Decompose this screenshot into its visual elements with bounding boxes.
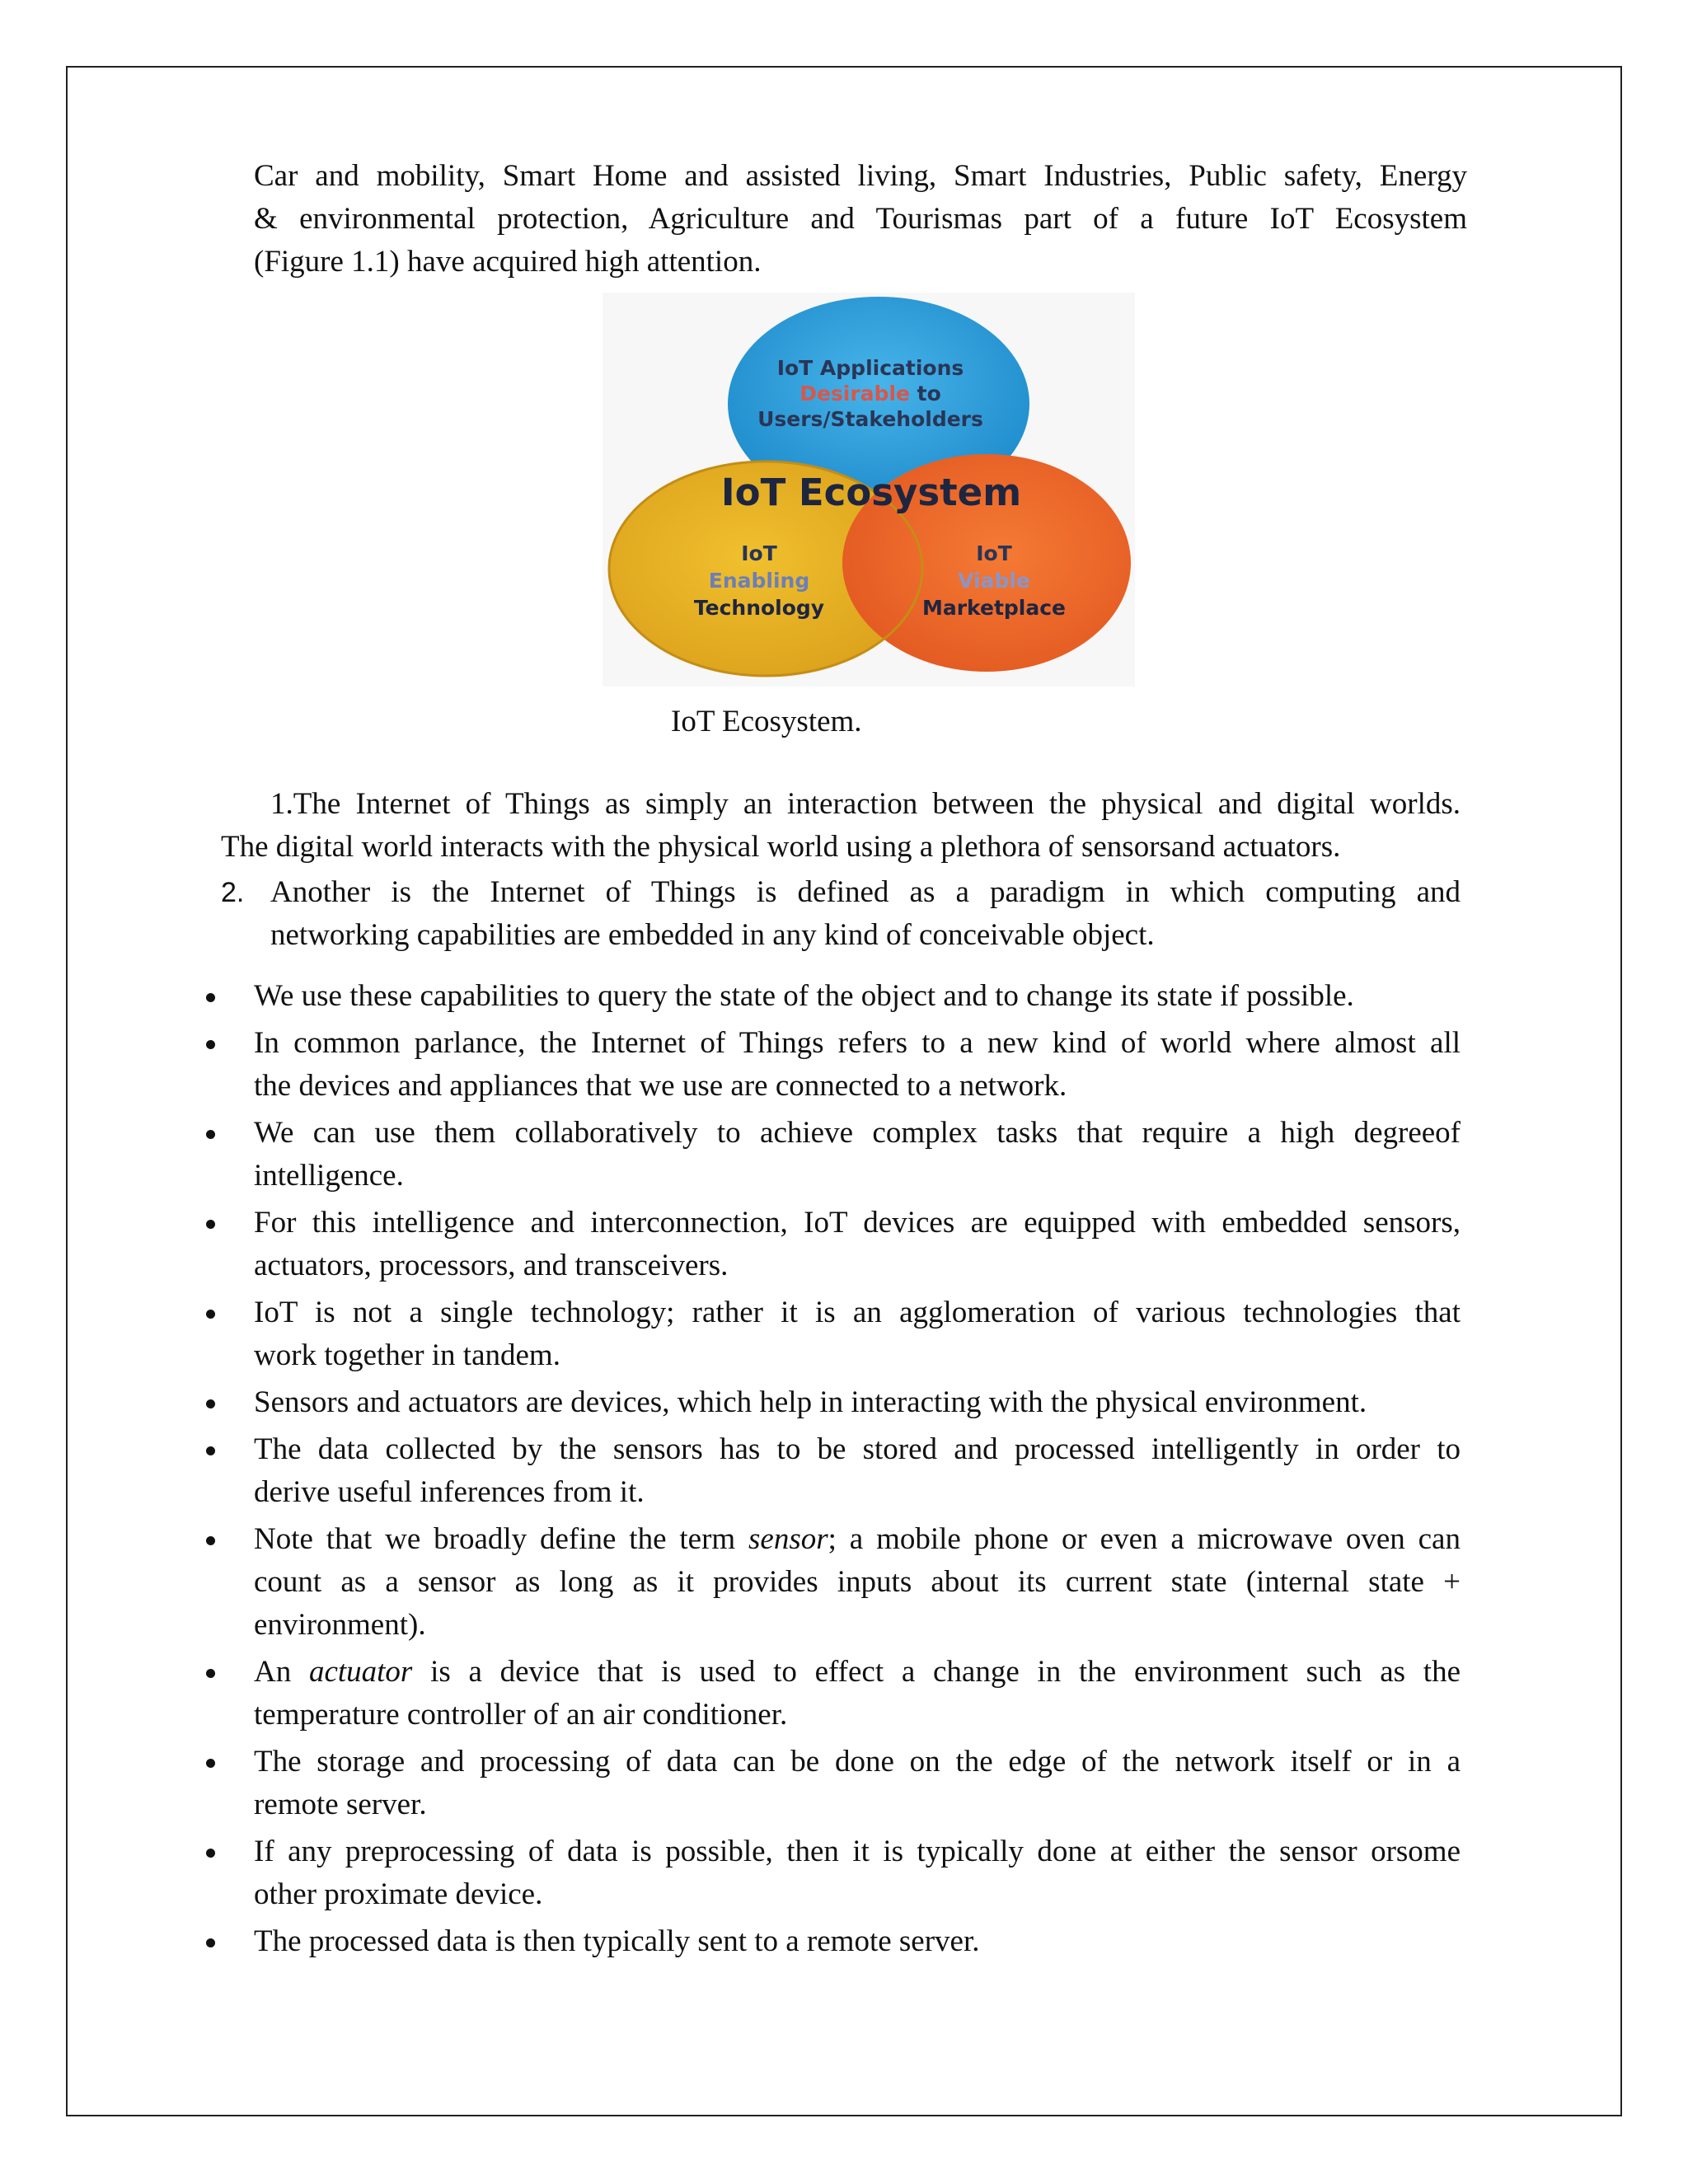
list-item	[198, 975, 1461, 1018]
top-circle-label-line3: Users/Stakeholders	[757, 407, 983, 431]
item-1-line1: 1.The Internet of Things as simply an interaction between the physical and digital worlds.	[270, 787, 1461, 821]
bullet-icon	[206, 1040, 215, 1049]
bullet-text-part: is a device that is used to effect a change in the environment such as the	[412, 1655, 1461, 1689]
list-item	[198, 1830, 1461, 1916]
list-item	[198, 1291, 1461, 1377]
bullet-text: remote server.	[254, 1788, 427, 1821]
left-circle-label-line2: Enabling	[708, 569, 810, 593]
desirable-word: Desirable	[799, 382, 910, 405]
bullet-text: count as a sensor as long as it provides inputs about its current state (internal state +	[254, 1565, 1461, 1599]
bullet-icon	[206, 1536, 215, 1545]
bullet-text: work together in tandem.	[254, 1338, 560, 1372]
bullet-text: derive useful inferences from it.	[254, 1475, 645, 1509]
bullet-text: In common parlance, the Internet of Things refers to a new kind of world where almost all	[254, 1026, 1461, 1060]
bullet-text: intelligence.	[254, 1159, 404, 1193]
top-circle-label-line2	[799, 382, 941, 405]
item-2-number: 2.	[221, 877, 245, 908]
list-item	[198, 1022, 1461, 1108]
bullet-text-part: Note that we broadly define the term	[254, 1522, 749, 1556]
intro-paragraph	[254, 155, 1467, 284]
bullet-text: We can use them collaboratively to achieve complex tasks that require a high degreeof	[254, 1116, 1461, 1150]
figure-caption: IoT Ecosystem.	[671, 705, 862, 738]
item-2-line: Another is the Internet of Things is defined as a paradigm in which computing and	[270, 875, 1461, 909]
actuator-term: actuator	[308, 1655, 413, 1689]
bullet-list	[198, 975, 1461, 1967]
bullet-text: environment).	[254, 1608, 426, 1642]
bullet-icon	[206, 1399, 215, 1408]
right-circle-label-line3: Marketplace	[921, 596, 1067, 620]
left-circle-label-line3: Technology	[693, 596, 825, 620]
list-item	[198, 1741, 1461, 1826]
right-circle-label-line1: IoT	[976, 541, 1012, 565]
bullet-icon	[206, 1759, 215, 1768]
bullet-text: temperature controller of an air conditioner.	[254, 1698, 788, 1732]
bullet-icon	[206, 993, 215, 1002]
bullet-icon	[206, 1446, 215, 1455]
top-circle-label-line1: IoT Applications	[776, 356, 964, 380]
list-item	[198, 1518, 1461, 1647]
list-item	[198, 1651, 1461, 1736]
sensor-term: sensor	[748, 1522, 828, 1556]
bullet-icon	[206, 1220, 215, 1229]
bullet-text: IoT is not a single technology; rather it is an agglomeration of various technologies that	[254, 1296, 1461, 1329]
bullet-text: actuators, processors, and transceivers.	[254, 1249, 729, 1282]
intro-line: (Figure 1.1) have acquired high attention.	[254, 245, 762, 279]
bullet-icon	[206, 1130, 215, 1139]
bullet-text: The data collected by the sensors has to be stored and processed intelligently in order to	[254, 1432, 1461, 1466]
bullet-text: Sensors and actuators are devices, which help in interacting with the physical environment.	[254, 1385, 1367, 1419]
left-circle-label-line1: IoT	[741, 541, 777, 565]
bullet-text: the devices and appliances that we use are connected to a network.	[254, 1069, 1067, 1103]
bullet-text	[254, 1651, 1461, 1694]
list-item	[198, 1112, 1461, 1197]
bullet-text: For this intelligence and interconnection, IoT devices are equipped with embedded sensors,	[254, 1206, 1461, 1240]
bullet-icon	[206, 1310, 215, 1319]
bullet-text-part: ; a mobile phone or even a microwave oven can	[828, 1522, 1461, 1556]
item-2-line: networking capabilities are embedded in any kind of conceivable object.	[270, 918, 1155, 952]
bullet-text: The storage and processing of data can be done on the edge of the network itself or in a	[254, 1745, 1461, 1779]
bullet-icon	[206, 1938, 215, 1947]
ecosystem-title: IoT Ecosystem	[720, 471, 1022, 514]
bullet-text: The processed data is then typically sent to a remote server.	[254, 1924, 980, 1958]
item-2-paragraph	[270, 871, 1461, 957]
bullet-text: We use these capabilities to query the state of the object and to change its state if possible.	[254, 979, 1354, 1013]
list-item	[198, 1202, 1461, 1287]
intro-line: Car and mobility, Smart Home and assisted living, Smart Industries, Public safety, Energy	[254, 159, 1467, 193]
iot-ecosystem-figure	[603, 293, 1135, 687]
list-item	[198, 1920, 1461, 1963]
bullet-text	[254, 1518, 1461, 1561]
list-item	[198, 1428, 1461, 1514]
bullet-text: other proximate device.	[254, 1877, 543, 1911]
bullet-text-part: An	[254, 1655, 309, 1689]
right-circle-label-line2: Viable	[958, 569, 1030, 593]
to-word: to	[909, 382, 941, 405]
item-1-line2: The digital world interacts with the physical world using a plethora of sensorsand actuators.	[221, 830, 1341, 864]
intro-line: & environmental protection, Agriculture and Tourismas part of a future IoT Ecosystem	[254, 202, 1467, 236]
bullet-text: If any preprocessing of data is possible, then it is typically done at either the sensor orsome	[254, 1835, 1461, 1868]
list-item	[198, 1381, 1461, 1424]
bullet-icon	[206, 1669, 215, 1678]
bullet-icon	[206, 1849, 215, 1858]
